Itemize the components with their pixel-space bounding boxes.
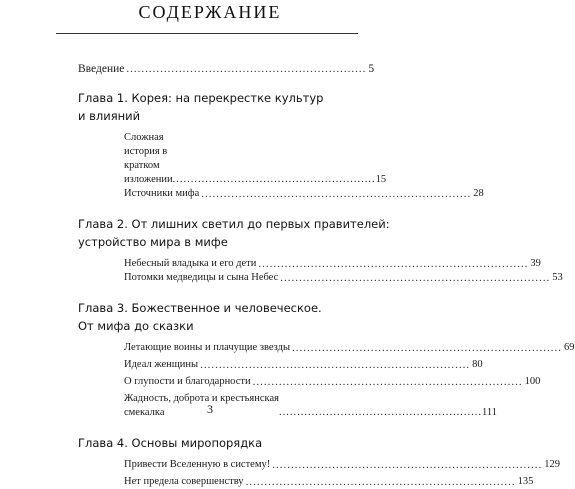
- leader-dots: ........................................................................: [200, 359, 471, 371]
- toc-entry-page: 135: [517, 476, 534, 487]
- toc-entry: [124, 257, 541, 271]
- chapter-heading-line: и влияний: [78, 109, 141, 123]
- toc-entry-page: 5: [368, 63, 375, 75]
- toc-entry-label: Летающие воины и плачущие звезды: [124, 342, 291, 353]
- toc-entry-label: Введение: [78, 63, 125, 75]
- toc-entry-page: 111: [481, 407, 497, 418]
- toc-entry: [124, 187, 484, 201]
- leader-dots: ........................................................................: [201, 188, 472, 200]
- toc-entry-label: Источники мифа: [124, 188, 200, 199]
- toc-entry-page: 100: [524, 376, 541, 387]
- leader-dots: ........................................................................: [280, 272, 551, 284]
- toc-entry: [124, 375, 541, 389]
- toc-entry-page: 39: [530, 258, 541, 269]
- toc-entry-label: Потомки медведицы и сына Небес: [124, 272, 279, 283]
- toc-entry-label: Привести Вселенную в систему!: [124, 459, 271, 470]
- chapter-heading-line: Глава 1. Корея: на перекрестке культур: [78, 91, 324, 105]
- leader-dots: ................................................................: [126, 63, 367, 75]
- leader-dots: ........................................................................: [258, 258, 529, 270]
- toc-entry: [124, 358, 483, 372]
- toc-entry-label: смекалка: [124, 407, 165, 418]
- page-title: СОДЕРЖАНИЕ: [138, 2, 282, 22]
- chapter-heading-line: Глава 4. Основы миропорядка: [78, 436, 263, 450]
- toc-entry: [124, 475, 534, 489]
- toc-entry-label: О глупости и благодарности: [124, 376, 251, 387]
- leader-dots: ........................................................................: [252, 376, 523, 388]
- toc-entry-label: Жадность, доброта и крестьянская: [124, 393, 279, 404]
- table-of-contents: [78, 62, 575, 489]
- chapter-heading-line: Глава 2. От лишних светил до первых правителей:: [78, 217, 390, 231]
- toc-entry-label: Сложная история в кратком: [124, 132, 168, 171]
- leader-dots: ........................................................................: [272, 459, 543, 471]
- toc-entry-page: 15: [375, 174, 387, 185]
- chapter-3-heading: [78, 299, 356, 335]
- toc-entry-intro: [78, 62, 375, 77]
- toc-entry-page: 129: [544, 459, 560, 470]
- toc-entry: [124, 271, 563, 285]
- toc-entry-page: 80: [472, 359, 483, 370]
- chapter-4-heading: [78, 434, 356, 452]
- toc-entry: [124, 458, 560, 472]
- leader-dots: ........................................................: [172, 174, 376, 185]
- leader-dots: ........................................................................: [245, 476, 516, 488]
- page-number: 3: [207, 402, 213, 416]
- chapter-heading-line: От мифа до сказки: [78, 319, 194, 333]
- chapter-heading-line: устройство мира в мифе: [78, 235, 228, 249]
- toc-entry-page: 69: [564, 342, 575, 353]
- chapter-1-heading: [78, 89, 356, 125]
- leader-dots: ........................................................: [278, 407, 482, 418]
- toc-entry: [124, 131, 387, 187]
- toc-entry-label: изложении: [124, 174, 173, 185]
- toc-entry-label: Небесный владыка и его дети: [124, 258, 257, 269]
- toc-entry-label: Нет предела совершенству: [124, 476, 244, 487]
- chapter-heading-line: Глава 3. Божественное и человеческое.: [78, 301, 322, 315]
- toc-entry-label: Идеал женщины: [124, 359, 199, 370]
- toc-entry: [124, 341, 575, 355]
- toc-entry-page: 53: [552, 272, 563, 283]
- toc-entry-page: 28: [473, 188, 484, 199]
- chapter-2-heading: [78, 215, 390, 251]
- title-rule: [56, 33, 358, 34]
- leader-dots: ........................................................................: [292, 342, 563, 354]
